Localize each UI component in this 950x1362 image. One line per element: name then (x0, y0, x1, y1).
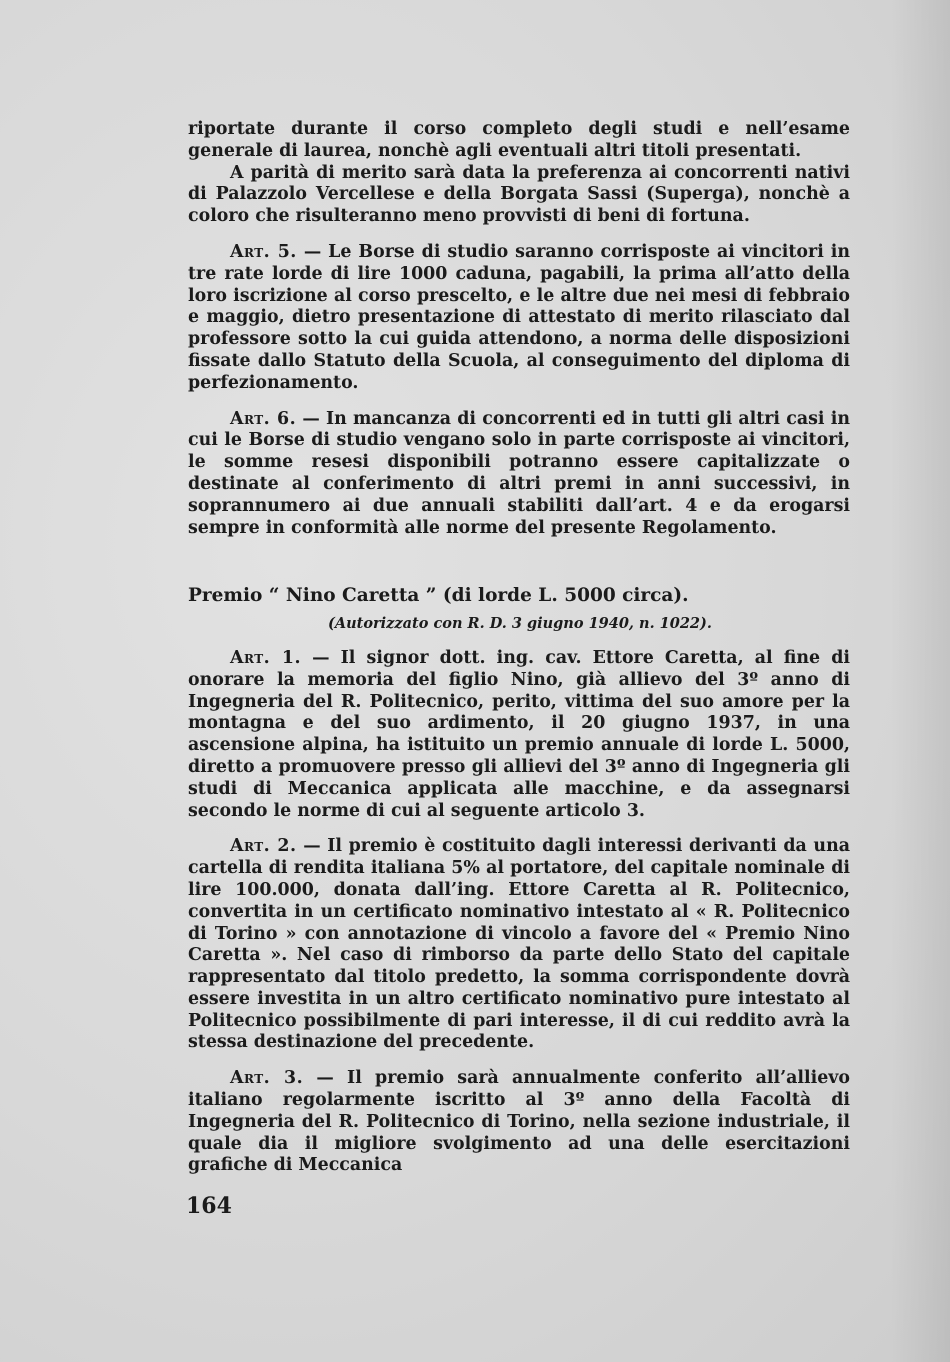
article-2-text: — Il premio è costituito dagli interessi derivanti da una cartella di rendita italiana 5% al portatore, del capitale nominale di lire 100.000, donata dall’ing. Ettore Caretta al R. Politecnico, convertita in un certificato nominativo intestato al « R. Politecnico di Torino » con annotazione di vincolo a favore del « Premio Nino Caretta ». Nel caso di rimborso da parte dello Stato del capitale rappresentato dal titolo predetto, la somma corrispondente dovrà essere investita in un altro certificato nominativo pure intestato al Politecnico possibilmente di pari interesse, il di cui reddito avrà la stessa destinazione del precedente. (188, 836, 850, 1053)
body-text (188, 119, 850, 1177)
section-heading: Premio “ Nino Caretta ” (di lorde L. 5000 circa). (188, 585, 689, 607)
article-1-label: Art. 1. (230, 647, 302, 668)
paragraph-preference: A parità di merito sarà data la preferenza ai concorrenti nativi di Palazzolo Vercellese e della Borgata Sassi (Superga), nonchè a coloro che risulteranno meno provvisti di beni di fortuna. (188, 162, 850, 227)
article-3 (188, 1068, 850, 1177)
article-1-text: — Il signor dott. ing. cav. Ettore Caretta, al fine di onorare la memoria del figlio Nino, già allievo del 3º anno di Ingegneria del R. Politecnico, perito, vittima del suo amore per la montagna e del suo ardimento, il 20 giugno 1937, in una ascensione alpina, ha istituito un premio annuale di lorde L. 5000, diretto a promuovere presso gli allievi del 3º anno di Ingegneria gli studi di Meccanica applicata alle macchine, e da assegnarsi secondo le norme di cui al seguente articolo 3. (188, 647, 851, 821)
article-6-label: Art. 6. (230, 408, 297, 429)
paragraph-continuation: riportate durante il corso completo degli studi e nell’esame generale di laurea, nonchè agli eventuali altri titoli presentati. (188, 119, 850, 161)
section-subheading: (Autorizzato con R. D. 3 giugno 1940, n. 1022). (328, 615, 712, 633)
article-5-label: Art. 5. (230, 241, 297, 262)
article-2 (188, 836, 850, 1054)
article-3-text: — Il premio sarà annualmente conferito all’allievo italiano regolarmente iscritto al 3º anno della Facoltà di Ingegneria del R. Politecnico di Torino, nella sezione industriale, il quale dia il migliore svolgimento ad una delle esercitazioni grafiche di Meccanica (188, 1068, 850, 1176)
article-6-text: — In mancanza di concorrenti ed in tutti gli altri casi in cui le Borse di studio vengano solo in parte corrisposte ai vincitori, le somme resesi disponibili potranno essere capitalizzate o destinate al conferimento di altri premi in anni successivi, in soprannumero ai due annuali stabiliti dall’art. 4 e da erogarsi sempre in conformità alle norme del presente Regolamento. (188, 408, 850, 538)
article-5 (188, 242, 850, 395)
article-2-label: Art. 2. (230, 836, 297, 857)
article-6 (188, 409, 850, 540)
article-3-label: Art. 3. (230, 1068, 304, 1089)
article-1 (188, 648, 850, 822)
article-5-text: — Le Borse di studio saranno corrisposte ai vincitori in tre rate lorde di lire 1000 caduna, pagabili, la prima all’atto della loro iscrizione al corso prescelto, e le altre due nei mesi di febbraio e maggio, dietro presentazione di attestato di merito rilasciato dal professore sotto la cui guida attendono, a norma delle disposizioni fissate dallo Statuto della Scuola, al conseguimento del diploma di perfezionamento. (188, 241, 851, 393)
page-number: 164 (186, 1193, 232, 1219)
